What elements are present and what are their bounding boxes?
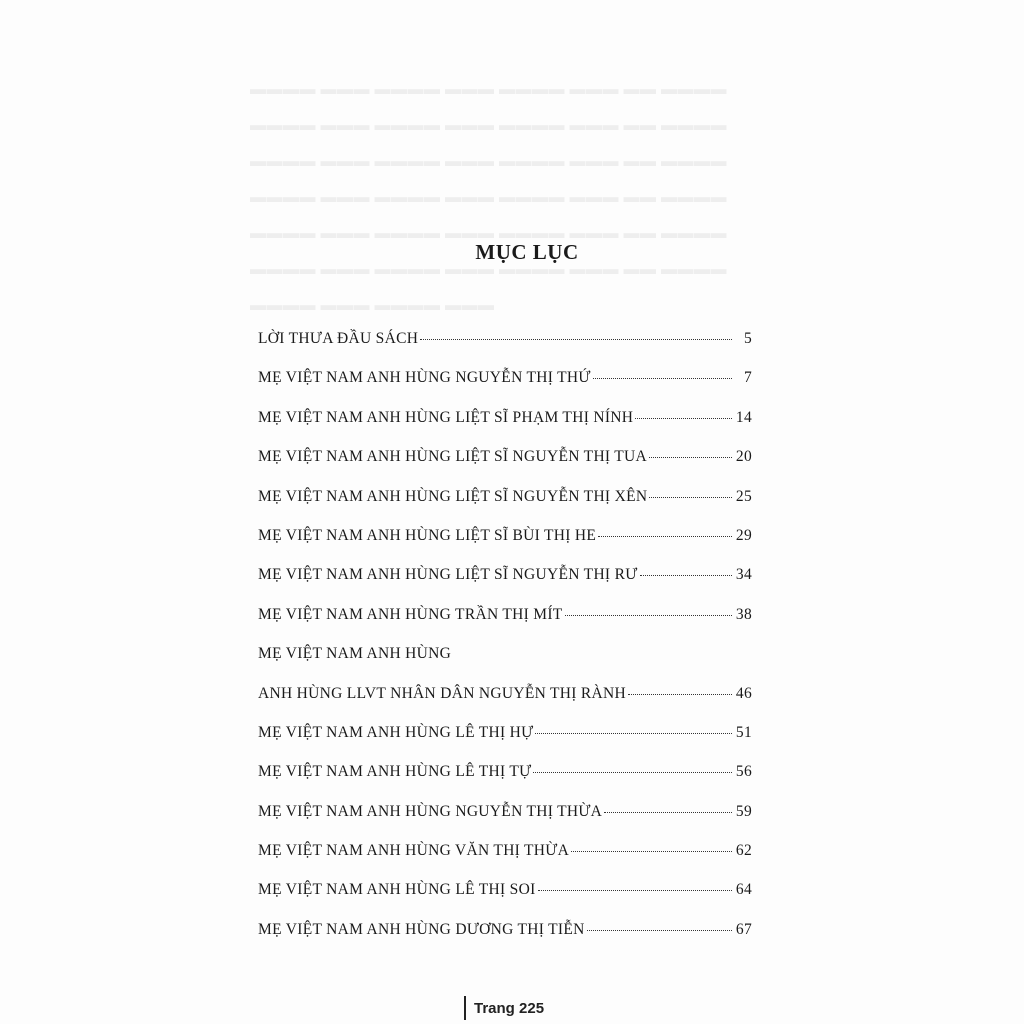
toc-entry-page: 38 <box>735 605 752 623</box>
toc-entry-page: 25 <box>735 487 752 505</box>
toc-entry-title: MẸ VIỆT NAM ANH HÙNG <box>258 645 452 663</box>
toc-entry-title: MẸ VIỆT NAM ANH HÙNG LÊ THỊ TỰ <box>258 763 532 781</box>
toc-leader-dots <box>593 378 732 379</box>
toc-leader-dots <box>420 339 732 340</box>
toc-entry-title: ANH HÙNG LLVT NHÂN DÂN NGUYỄN THỊ RÀNH <box>258 684 627 702</box>
toc-entry <box>258 921 752 960</box>
toc-leader-dots <box>635 418 732 419</box>
toc-entry <box>258 488 752 527</box>
toc-leader-dots <box>535 733 731 734</box>
toc-entry-page: 62 <box>735 842 752 860</box>
page-footer <box>464 995 544 1021</box>
toc-entry-page: 7 <box>743 369 752 387</box>
toc-leader-dots <box>538 890 732 891</box>
toc-entry-title: MẸ VIỆT NAM ANH HÙNG LÊ THỊ SOI <box>258 881 536 899</box>
toc-leader-dots <box>533 772 731 773</box>
toc-entry <box>258 645 752 684</box>
toc-leader-dots <box>587 930 732 931</box>
toc-entry <box>258 606 752 645</box>
toc-entry <box>258 369 752 408</box>
toc-entry-title: MẸ VIỆT NAM ANH HÙNG LÊ THỊ HỰ <box>258 723 534 741</box>
toc-leader-dots <box>628 694 732 695</box>
toc-entry <box>258 842 752 881</box>
toc-leader-dots <box>571 851 732 852</box>
toc-entry-title: MẸ VIỆT NAM ANH HÙNG VĂN THỊ THỪA <box>258 842 570 860</box>
toc-entry <box>258 527 752 566</box>
toc-entry <box>258 409 752 448</box>
toc-entry <box>258 685 752 724</box>
toc-entry-page: 56 <box>735 763 752 781</box>
toc-entry <box>258 566 752 605</box>
toc-entry-page: 64 <box>735 881 752 899</box>
bleed-through-texture: ▬▬▬▬ ▬▬▬ ▬▬▬▬ ▬▬▬ ▬▬▬▬ ▬▬▬ ▬▬ ▬▬▬▬ ▬▬▬▬ ▬▬▬ ▬▬▬▬ ▬▬▬ ▬▬▬▬ ▬▬▬ ▬▬ ▬▬▬▬ ▬▬▬▬ ▬▬▬ ▬▬▬▬ ▬▬▬ ▬▬▬▬ ▬▬▬ ▬▬ ▬▬▬▬ ▬▬▬▬ ▬▬▬ ▬▬▬▬ ▬▬▬ ▬▬▬▬ ▬▬▬ ▬▬ ▬▬▬▬ ▬▬▬▬ ▬▬▬ ▬▬▬▬ ▬▬▬ ▬▬▬▬ ▬▬▬ ▬▬ ▬▬▬▬ ▬▬▬▬ ▬▬▬ ▬▬▬▬ ▬▬▬ ▬▬▬▬ ▬▬▬ ▬▬ ▬▬▬▬ ▬▬▬▬ ▬▬▬ ▬▬▬▬ ▬▬▬ <box>250 81 727 314</box>
footer-divider <box>464 996 466 1020</box>
toc-entry-title: LỜI THƯA ĐẦU SÁCH <box>258 330 419 347</box>
toc-entry-title: MẸ VIỆT NAM ANH HÙNG LIỆT SĨ NGUYỄN THỊ TUA <box>258 448 648 466</box>
toc-entry <box>258 448 752 487</box>
toc-leader-dots <box>649 497 732 498</box>
toc-entry-page: 34 <box>735 566 752 584</box>
toc-leader-dots <box>565 615 732 616</box>
toc-entry-title: MẸ VIỆT NAM ANH HÙNG TRẦN THỊ MÍT <box>258 605 563 623</box>
toc-leader-dots <box>604 812 732 813</box>
toc-leader-dots <box>649 457 732 458</box>
toc-entry-page: 14 <box>735 408 752 426</box>
toc-entry-title: MẸ VIỆT NAM ANH HÙNG LIỆT SĨ NGUYỄN THỊ XÊN <box>258 487 648 505</box>
toc-entry <box>258 881 752 920</box>
toc-entry-title: MẸ VIỆT NAM ANH HÙNG LIỆT SĨ BÙI THỊ HE <box>258 526 597 544</box>
toc-entry-page: 20 <box>735 448 752 466</box>
toc-entry <box>258 803 752 842</box>
toc-entry-title: MẸ VIỆT NAM ANH HÙNG LIỆT SĨ PHẠM THỊ NÍNH <box>258 408 634 426</box>
toc-entry-title: MẸ VIỆT NAM ANH HÙNG LIỆT SĨ NGUYỄN THỊ RƯ <box>258 566 638 584</box>
toc-entry-title: MẸ VIỆT NAM ANH HÙNG DƯƠNG THỊ TIỄN <box>258 920 585 938</box>
toc-entry-title: MẸ VIỆT NAM ANH HÙNG NGUYỄN THỊ THỨ <box>258 369 591 387</box>
toc-entry-page: 67 <box>735 920 752 938</box>
toc-entry-page: 59 <box>735 802 752 820</box>
page-title: MỤC LỤC <box>475 240 579 265</box>
toc-leader-dots <box>640 575 732 576</box>
toc-leader-dots <box>598 536 732 537</box>
page-number-label: Trang 225 <box>474 999 545 1017</box>
toc-entry-page: 51 <box>735 723 752 741</box>
toc-entry <box>258 763 752 802</box>
toc-entry-page: 29 <box>735 526 752 544</box>
toc-entry <box>258 330 752 369</box>
toc-entry-page: 46 <box>735 684 752 702</box>
table-of-contents <box>258 330 752 960</box>
toc-entry <box>258 724 752 763</box>
toc-entry-title: MẸ VIỆT NAM ANH HÙNG NGUYỄN THỊ THỪA <box>258 802 603 820</box>
toc-entry-page: 5 <box>743 330 752 347</box>
